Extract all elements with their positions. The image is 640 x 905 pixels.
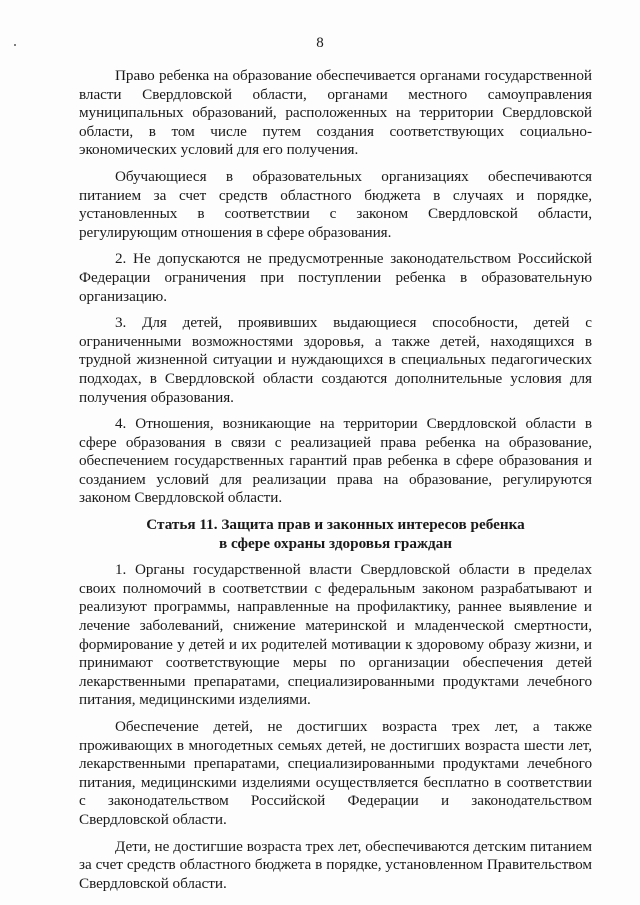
document-body (79, 67, 592, 901)
paragraph-item-2: 2. Не допускаются не предусмотренные законодательством Российской Федерации ограничения при поступлении ребенка в образовательную организацию. (79, 250, 592, 305)
paragraph-item-3: 3. Для детей, проявивших выдающиеся способности, детей с ограниченными возможностями здоровья, а также детей, находящихся в трудной жизненной ситуации и нуждающихся в специальных педагогических подходах, в Свердловской области создаются дополнительные условия для получения образования. (79, 314, 592, 406)
paragraph-article-11-item-1: 1. Органы государственной власти Свердловской области в пределах своих полномочий в соответствии с федеральным законом разрабатывают и реализуют программы, направленные на профилактику, раннее выявление и лечение заболеваний, снижение материнской и младенческой смертности, формирование у детей и их родителей мотивации к здоровому образу жизни, и принимают соответствующие меры по организации обеспечения детей лекарственными препаратами, специализированными продуктами лечебного питания, медицинскими изделиями. (79, 561, 592, 709)
paragraph-item-4: 4. Отношения, возникающие на территории Свердловской области в сфере образования в связи с реализацией права ребенка на образование, обеспечением государственных гарантий прав ребенка в сфере образования и созданием условий для реализации права на образование, регулируются законом Свердловской области. (79, 415, 592, 507)
page-number: 8 (316, 35, 324, 51)
article-title-line-2: в сфере охраны здоровья граждан (218, 534, 453, 552)
paragraph-infant-nutrition: Дети, не достигшие возраста трех лет, обеспечиваются детским питанием за счет средств областного бюджета в порядке, установленном Правительством Свердловской области. (79, 837, 592, 892)
paragraph-free-medicine: Обеспечение детей, не достигших возраста трех лет, а также проживающих в многодетных семьях детей, не достигших возраста шести лет, лекарственными препаратами, специализированными продуктами лечебного питания, медицинскими изделиями осуществляется бесплатно в соответствии с законодательством Российской Федерации и законодательством Свердловской области. (79, 718, 592, 828)
paragraph-right-to-education: Право ребенка на образование обеспечивается органами государственной власти Свердловской области, органами местного самоуправления муниципальных образований, расположенных на территории Свердловской области, в том числе путем создания соответствующих социально-экономических условий для его получения. (79, 67, 592, 159)
paragraph-student-meals: Обучающиеся в образовательных организациях обеспечиваются питанием за счет средств областного бюджета в случаях и порядке, установленных в соответствии с законом Свердловской области, регулирующим отношения в сфере образования. (79, 167, 592, 241)
article-title-line-1: Статья 11. Защита прав и законных интересов ребенка (146, 516, 525, 534)
article-11-heading (79, 516, 592, 553)
